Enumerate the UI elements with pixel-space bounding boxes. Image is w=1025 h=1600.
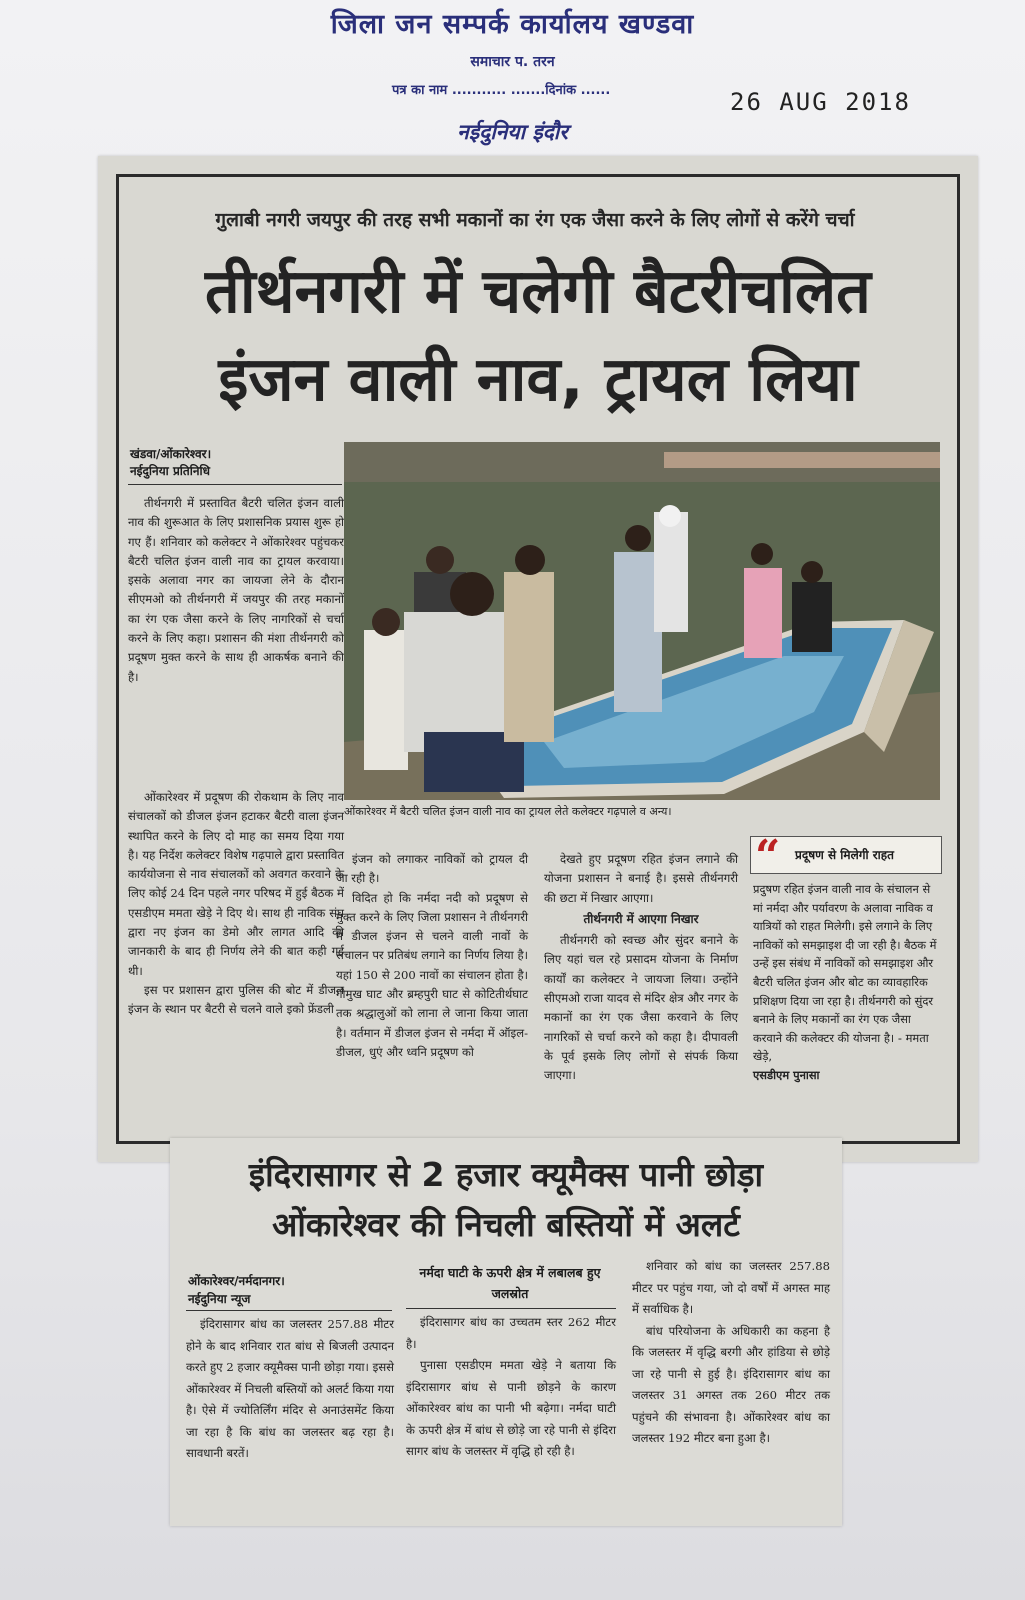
column-paragraph: इंदिरासागर बांध का जलस्तर 257.88 मीटर होने के बाद शनिवार रात बांध से बिजली उत्पादन करते हुए 2 हजार क्यूमैक्स पानी छोड़ा गया। इससे ओंकारेश्वर में निचली बस्तियों को अलर्ट किया गया है। ऐसे में ज्योतिर्लिंग मंदिर से अनाउंसमेंट किया जा रहा है कि बांध का जलस्तर बढ़ रहा है। सावधानी बरतें। [186,1317,394,1460]
column-subhead: तीर्थनगरी में आएगा निखार [583,911,699,926]
article-column-3 [544,850,738,1086]
byline-rule [128,484,342,485]
date-stamp: 26 AUG 2018 [730,88,911,116]
headline-line-2: ओंकारेश्वर की निचली बस्तियों में अलर्ट [272,1205,740,1244]
dateline-place: खंडवा/ओंकारेश्वर। [130,447,212,461]
column-paragraph: शनिवार को बांध का जलस्तर 257.88 मीटर पर पहुंच गया, जो दो वर्षों में अगस्त माह में सर्वाधिक है। [632,1259,830,1316]
article-dateline [188,1272,285,1308]
boat-trial-photo [344,442,940,800]
article-headline [118,248,958,424]
article-column-1 [186,1314,394,1465]
article-clipping-boat [98,156,978,1162]
quote-mark-icon: “ [755,831,781,882]
quote-box [750,831,942,882]
article-column-1 [128,494,344,687]
column-paragraph: विदित हो कि नर्मदा नदी को प्रदूषण से मुक्त करने के लिए जिला प्रशासन ने तीर्थनगरी में डीजल इंजन से चलने वाली नावों के संचालन पर प्रतिबंध लगाने का निर्णय लिया है। यहां 150 से 200 नावों का संचालन होता है। गोमुख घाट और ब्रम्हपुरी घाट से कोटितीर्थघाट तक श्रद्धालुओं को लाना ले जाना किया जाता है। वर्तमान में डीजल इंजन से नर्मदा में ऑइल-डीजल, धुएं और ध्वनि प्रदूषण को [336,890,528,1059]
column-paragraph: देखते हुए प्रदूषण रहित इंजन लगाने की योजना प्रशासन ने बनाई है। इससे तीर्थनगरी की छटा में निखार आएगा। [544,852,738,905]
article-column-1-continued [128,788,344,1020]
subhead-rule [406,1308,616,1309]
column-paragraph: बांध परियोजना के अधिकारी का कहना है कि जलस्तर में वृद्धि बरगी और हांडिया से छोड़े जा रहे पानी से हुई है। इंदिरासागर बांध का जलस्तर 31 अगस्त तक 260 मीटर तक पहुंचने की संभावना है। ओंकारेश्वर बांध का जलस्तर 192 मीटर बना हुआ है। [632,1323,830,1445]
header-meta: पत्र का नाम ........... .......दिनांक ...... [392,83,611,98]
paper-name: नईदुनिया इंदौर [457,120,568,144]
headline-line-1: तीर्थनगरी में चलेगी बैटरीचलित [205,256,871,327]
column-paragraph: ओंकारेश्वर में प्रदूषण की रोकथाम के लिए नाव संचालकों को डीजल इंजन हटाकर बैटरी वाला इंजन स्थापित करने के लिए दो माह का समय दिया गया है। यह निर्देश कलेक्टर विशेष गढ़पाले द्वारा प्रस्तावित कार्ययोजना से नाव संचालकों को अवगत करवाने के लिए कोई 24 दिन पहले नगर परिषद में हुई बैठक में एसडीएम ममता खेड़े ने दिए थे। साथ ही नाविक संघ द्वारा नए इंजन का डेमो और लागत आदि की जानकारी के बाद ही निर्णय लेने की बात कही गई थी। [128,790,344,978]
photo-caption: ओंकारेश्वर में बैटरी चलित इंजन वाली नाव का ट्रायल लेते कलेक्टर गढ़पाले व अन्य। [344,805,672,818]
article-column-2 [336,850,528,1062]
byline-rule [186,1310,392,1311]
dateline-place: ओंकारेश्वर/नर्मदानगर। [188,1274,285,1288]
quote-title: प्रदूषण से मिलेगी राहत [795,848,894,862]
article-column-2 [406,1312,616,1463]
article-clipping-dam [170,1138,842,1526]
article-column-3 [632,1256,830,1450]
news-photo [344,442,940,800]
column-paragraph: इंजन को लगाकर नाविकों को ट्रायल दी जा रही है। [336,852,528,886]
article-kicker: गुलाबी नगरी जयपुर की तरह सभी मकानों का रंग एक जैसा करने के लिए लोगों से करेंगे चर्चा [215,209,855,231]
article-headline [176,1150,836,1250]
article-dateline [130,446,211,480]
byline: नईदुनिया प्रतिनिधि [130,464,210,478]
column-paragraph: पुनासा एसडीएम ममता खेड़े ने बताया कि इंदिरासागर बांध से पानी छोड़ने के कारण ओंकारेश्वर बांध का पानी भी बढ़ेगा। नर्मदा घाटी के ऊपरी क्षेत्र में बांध से छोड़े जा रहे पानी से इंदिरा सागर बांध के जलस्तर में वृद्धि हो रही है। [406,1358,616,1458]
article-subhead: नर्मदा घाटी के ऊपरी क्षेत्र में लबालब हुए जलस्रोत [419,1265,601,1301]
quote-text: प्रदुषण रहित इंजन वाली नाव के संचालन से मां नर्मदा और पर्यावरण के अलावा नाविक व यात्रियों को राहत मिलेगी। इसे लगाने के लिए नाविकों को समझाइश दी जा रही है। बैठक में उन्हें इस संबंध में नाविकों को समझाइश और बैटरी चलित इंजन और बोट का व्यावहारिक प्रशिक्षण दिया जा रहा है। तीर्थनगरी को सुंदर बनाने के लिए मकानों का रंग एक जैसा करवाने की कलेक्टर की योजना है। - ममता खेड़े, [753,882,937,1064]
column-paragraph: इस पर प्रशासन द्वारा पुलिस की बोट में डीजल इंजन के स्थान पर बैटरी से चलने वाले इको फ्रेंडली [128,982,344,1017]
column-paragraph: इंदिरासागर बांध का उच्चतम स्तर 262 मीटर है। [406,1315,616,1351]
quote-source: एसडीएम पुनासा [753,1067,820,1082]
header-subtitle: समाचार प. तरन [470,54,555,70]
headline-line-2: इंजन वाली नाव, ट्रायल लिया [218,344,858,415]
column-paragraph: तीर्थनगरी को स्वच्छ और सुंदर बनाने के लिए यहां चल रहे प्रसादम योजना के निर्माण कार्यों का कलेक्टर ने जायजा लिया। उन्होंने सीएमओ राजा यादव से मंदिर क्षेत्र और नगर के मकानों का रंग एक जैसा करवाने के लिए नागरिकों से चर्चा करने को कहा है। दीपावली के पूर्व इसके लिए लोगों से संपर्क किया जाएगा। [544,933,738,1083]
headline-line-1: इंदिरासागर से 2 हजार क्यूमैक्स पानी छोड़ा [248,1155,764,1194]
office-name: जिला जन सम्पर्क कार्यालय खण्डवा [330,9,695,40]
byline: नईदुनिया न्यूज [188,1292,251,1306]
column-paragraph: तीर्थनगरी में प्रस्तावित बैटरी चलित इंजन वाली नाव की शुरूआत के लिए प्रशासनिक प्रयास शुरू हो गए हैं। शनिवार को कलेक्टर ने ओंकारेश्वर पहुंचकर बैटरी चलित इंजन वाली नाव का ट्रायल करवाया। इसके अलावा नगर का जायजा लेने के दौरान सीएमओ को तीर्थनगरी में जयपुर की तरह मकानों का रंग एक जैसा करने के लिए नागरिकों से चर्चा करने के लिए कहा। प्रशासन की मंशा तीर्थनगरी को प्रदूषण मुक्त करने के साथ ही आकर्षक बनाने की है। [128,496,344,684]
quote-body [753,880,939,1085]
